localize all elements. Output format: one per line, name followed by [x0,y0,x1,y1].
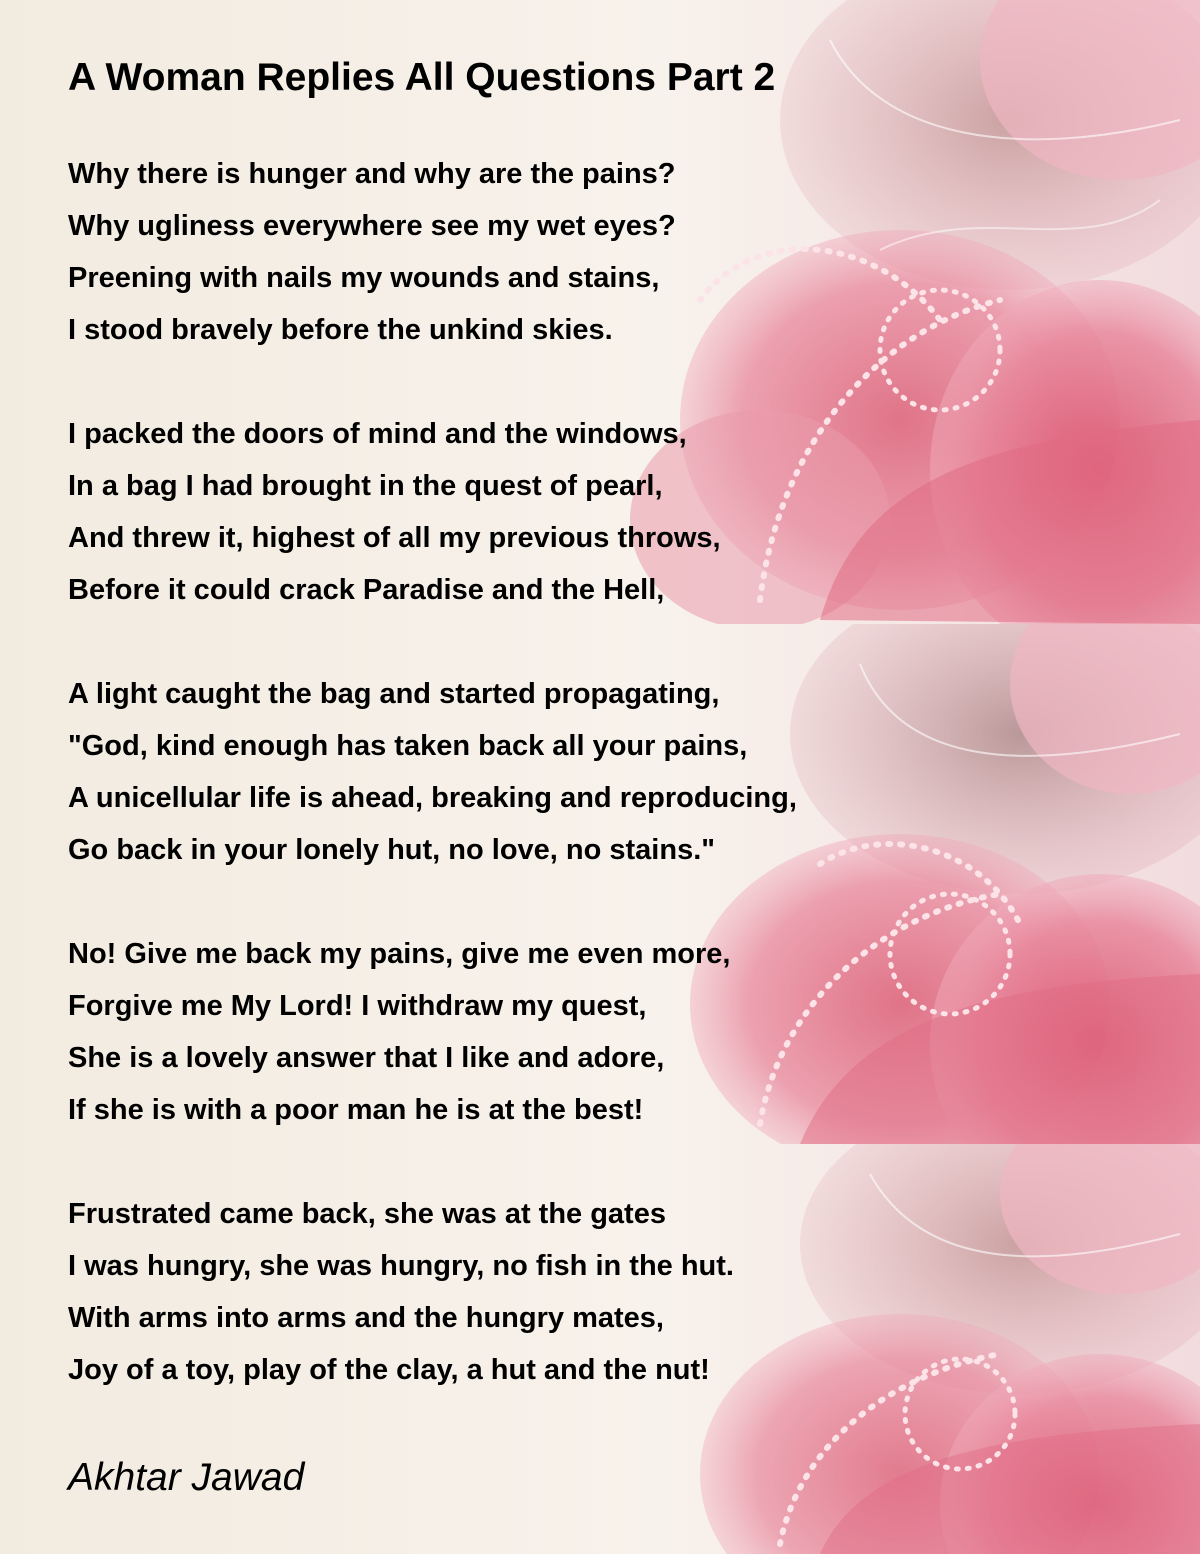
poem-line: I was hungry, she was hungry, no fish in the hut. [68,1250,734,1282]
stanza [68,668,797,876]
poem-line: Before it could crack Paradise and the Hell, [68,574,665,606]
poem-line: If she is with a poor man he is at the best! [68,1094,644,1126]
poem-line: In a bag I had brought in the quest of pearl, [68,470,663,502]
poem-author: Akhtar Jawad [68,1456,305,1499]
poem-line: "God, kind enough has taken back all your pains, [68,730,748,762]
stanza [68,928,730,1136]
poem-line: I stood bravely before the unkind skies. [68,314,613,346]
stanza [68,408,721,616]
poem-line: A light caught the bag and started propagating, [68,678,720,710]
poem-line: No! Give me back my pains, give me even more, [68,938,731,970]
poem-line: She is a lovely answer that I like and adore, [68,1042,665,1074]
stanza [68,1188,734,1396]
poem-line: Why there is hunger and why are the pains? [68,158,676,190]
poem-line: I packed the doors of mind and the windows, [68,418,687,450]
poem-line: Preening with nails my wounds and stains, [68,262,660,294]
stanza [68,148,676,356]
poem-line: With arms into arms and the hungry mates, [68,1302,664,1334]
poem-line: Forgive me My Lord! I withdraw my quest, [68,990,647,1022]
poem-line: Joy of a toy, play of the clay, a hut and the nut! [68,1354,710,1386]
poem-line: Go back in your lonely hut, no love, no stains." [68,834,716,866]
poem-line: And threw it, highest of all my previous throws, [68,522,721,554]
poem-line: A unicellular life is ahead, breaking and reproducing, [68,782,797,814]
poem-line: Frustrated came back, she was at the gates [68,1198,666,1230]
poem-title: A Woman Replies All Questions Part 2 [68,56,776,99]
poem-line: Why ugliness everywhere see my wet eyes? [68,210,676,242]
